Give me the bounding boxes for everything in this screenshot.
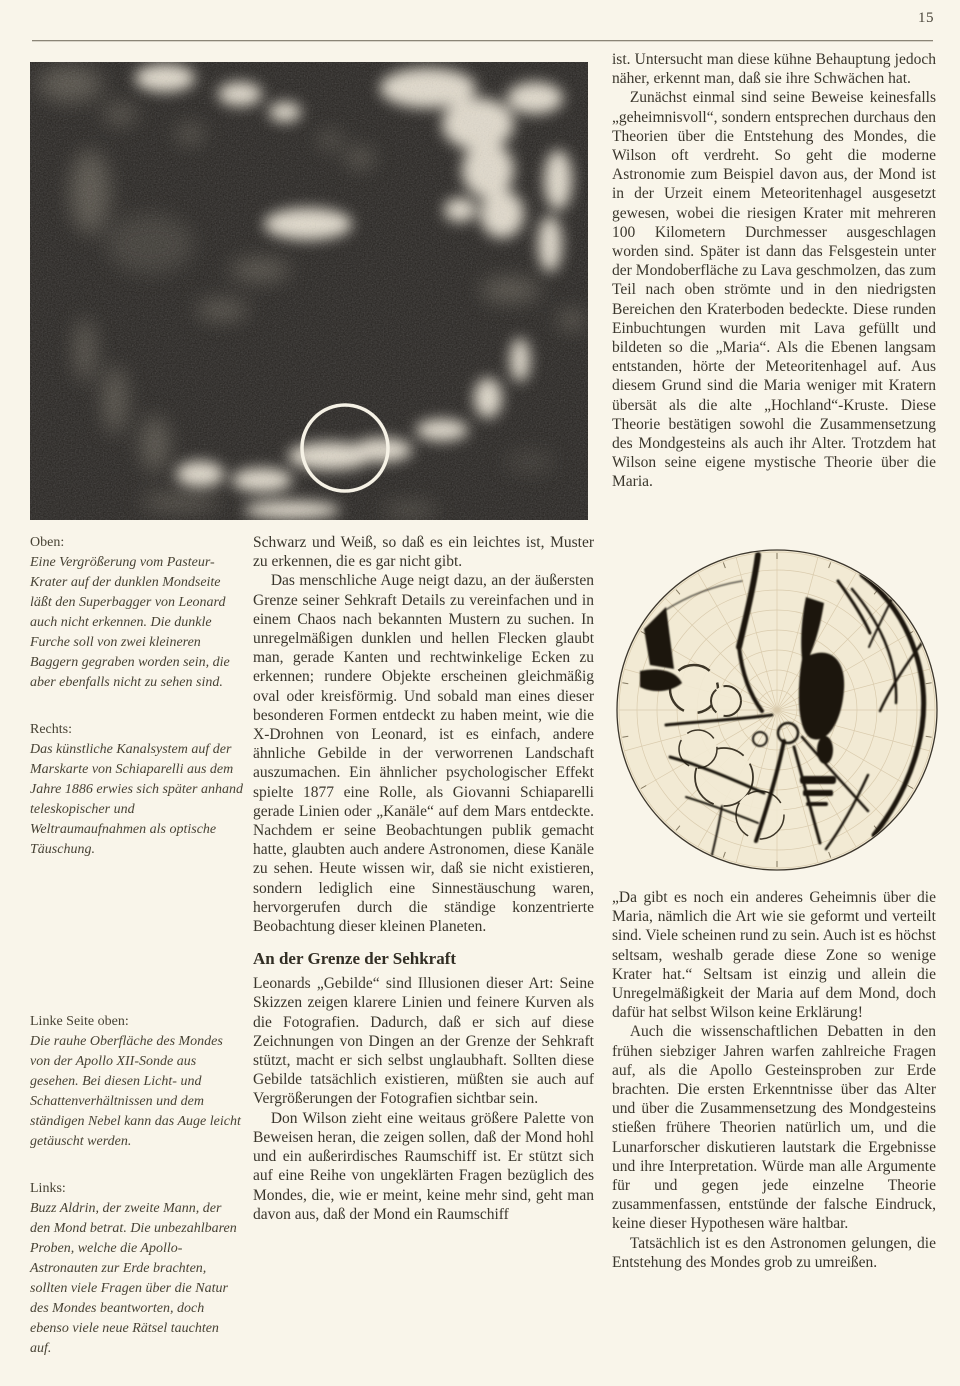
caption-rechts-label: Rechts: bbox=[30, 722, 72, 737]
caption-links-label: Links: bbox=[30, 1181, 66, 1196]
caption-linke-seite-text: Die rauhe Oberfläche des Mondes von der Apollo XII-Sonde aus gesehen. Bei diesen Licht- und Schattenverhältnissen und dem ständigen Nebel kann das Auge leicht getäuscht werden. bbox=[30, 1034, 241, 1149]
page-number: 15 bbox=[918, 10, 934, 26]
caption-rechts bbox=[30, 720, 243, 860]
paragraph: Tatsächlich ist es den Astronomen gelungen, die Entstehung des Mondes grob zu umreißen. bbox=[612, 1234, 936, 1271]
header-rule bbox=[32, 40, 933, 41]
paragraph: Zunächst einmal sind seine Beweise keinesfalls „geheimnisvoll“, sondern entsprechen durchaus den Theorien über die Entstehung des Mondes, die Wilson oft verdreht. So geht die moderne Astronomie zum Beispiel davon aus, der Mond ist in der Urzeit einem Meteoritenhagel ausgesetzt gewesen, wobei die riesigen Krater mit mehreren 100 Kilometern Durchmesser ausgeschlagen worden sind. Später ist dann das Felsgestein unter der Mondoberfläche zu Lava geschmolzen, das zum Teil nach oben strömte und in den niedrigsten Bereichen den Kraterboden bedeckte. Diese runden Einbuchtungen wurden mit Lava gefüllt und bildeten so die „Maria“. Als die Ebenen langsam entstanden, hörte der Meteoritenhagel auf. Aus diesem Grund sind die Maria weniger mit Kratern übersät als die alte „Hochland“-Kruste. Diese Theorie bestätigen sowohl die Zusammensetzung des Mondgesteins als auch ihr Alter. Trotzdem hat Wilson seine eigene mystische Theorie über die Maria. bbox=[612, 89, 936, 491]
caption-oben-text: Eine Vergrößerung vom Pasteur-Krater auf der dunklen Mondseite läßt den Superbagger von Leonard auch nicht erkennen. Die dunkle Furche soll von zwei kleineren Baggern gegraben worden sein, die aber ebenfalls nicht zu sehen sind. bbox=[30, 555, 230, 690]
moon-photo bbox=[30, 62, 588, 520]
caption-linke-seite bbox=[30, 1012, 243, 1152]
paragraph: ist. Untersucht man diese kühne Behauptung jedoch näher, erkennt man, daß sie ihre Schwächen hat. bbox=[612, 51, 936, 88]
moon-photo-graphic bbox=[30, 62, 588, 520]
paragraph: Auch die wissenschaftlichen Debatten in den frühen siebziger Jahren warfen zahlreiche Fragen auf, als die Apollo Gesteinsproben zur Erde brachten. Die ersten Erkenntnisse über das Alter und über die Zusammensetzung des Mondgesteins stießen frühere Theorien natürlich um, und die Lunarforscher diskutieren lautstark die Ergebnisse und ihre Interpretation. Würde man alle Argumente für und gegen jede einzelne Theorie zusammenfassen, entstünde der falsche Eindruck, keine dieser Hypothesen wäre haltbar. bbox=[612, 1023, 936, 1233]
caption-group-lower bbox=[30, 1012, 243, 1386]
paragraph: Don Wilson zieht eine weitaus größere Palette von Beweisen heran, die zeigen sollen, daß der Mond hohl und ein außerirdisches Raumschiff ist. Er stützt sich auf eine Reihe von ungeklärten Fragen bezüglich des Mondes, die, wie er meint, keine mehr sind, geht man davon aus, daß der Mond ein Raumschiff bbox=[253, 1109, 594, 1223]
right-column-upper bbox=[612, 50, 936, 492]
caption-oben bbox=[30, 533, 243, 693]
section-heading: An der Grenze der Sehkraft bbox=[253, 949, 457, 969]
paragraph: Schwarz und Weiß, so daß es ein leichtes ist, Muster zu erkennen, die es gar nicht gibt. bbox=[253, 534, 594, 571]
caption-group-upper bbox=[30, 533, 243, 887]
caption-links-text: Buzz Aldrin, der zweite Mann, der den Mond betrat. Die unbezahlbaren Proben, welche die Apollo-Astronauten zur Erde brachten, sollten viele Fragen über die Natur des Mondes beantworten, doch ebenso viele neue Rätsel tauchten auf. bbox=[30, 1201, 237, 1356]
middle-column bbox=[253, 533, 594, 1224]
mars-map bbox=[610, 543, 946, 879]
caption-rechts-text: Das künstliche Kanalsystem auf der Marskarte von Schiaparelli aus dem Jahre 1886 erwies sich später anhand teleskopischer und Weltraumaufnahmen als optische Täuschung. bbox=[30, 742, 243, 857]
caption-oben-label: Oben: bbox=[30, 535, 65, 550]
caption-linke-seite-label: Linke Seite oben: bbox=[30, 1014, 129, 1029]
right-column-lower bbox=[612, 888, 936, 1272]
paragraph: „Da gibt es noch ein anderes Geheimnis über die Maria, nämlich die Art wie sie geformt und verteilt sind. Viele scheinen rund zu sein. Auch ist es höchst seltsam, weshalb gerade diese Zone so wenige Krater hat.“ Seltsam ist einzig und allein die Unregelmäßigkeit der Maria auf dem Mond, doch dafür hat selbst Wilson keine Erklärung! bbox=[612, 889, 936, 1022]
paragraph: Leonards „Gebilde“ sind Illusionen dieser Art: Seine Skizzen zeigen klarere Linien und feinere Kurven als die Fotografien. Dadurch, daß er sich auf diese Zeichnungen von Dingen an der Grenze der Sehkraft stützt, macht er sich selbst unglaubhaft. Sollten diese Gebilde tatsächlich existieren, müßten sie auch auf Vergrößerungen der Fotografien sichtbar sein. bbox=[253, 975, 594, 1108]
paragraph: Das menschliche Auge neigt dazu, an der äußersten Grenze seiner Sehkraft Details zu vereinfachen und in einem Chaos nach bekannten Mustern zu suchen. In unregelmäßigen dunklen und hellen Flecken glaubt man, gerade Kanten und rechtwinkelige Ecken zu erkennen; rundere Objekte erscheinen gleichmäßig oval oder kreisförmig. Und sobald man eines dieser besonderen Formen entdeckt zu haben meint, wie die X-Drohnen von Leonard, ist es einfach, andere ähnliche Gebilde in der verworrenen Landschaft auszumachen. Ein ähnlicher psychologischer Effekt spielte 1877 eine Rolle, als Giovanni Schiaparelli gerade Linien oder „Kanäle“ auf dem Mars entdeckte. Nachdem er seine Beobachtungen publik gemacht hatte, glaubten auch andere Astronomen, diese Kanäle zu sehen. Heute wissen wir, daß sie nicht existieren, sondern lediglich eine Sinnestäuschung waren, hervorgerufen durch die ständige konzentrierte Beobachtung dieser kleinen Planeten. bbox=[253, 572, 594, 936]
caption-links bbox=[30, 1179, 243, 1359]
mars-map-graphic bbox=[610, 543, 946, 879]
